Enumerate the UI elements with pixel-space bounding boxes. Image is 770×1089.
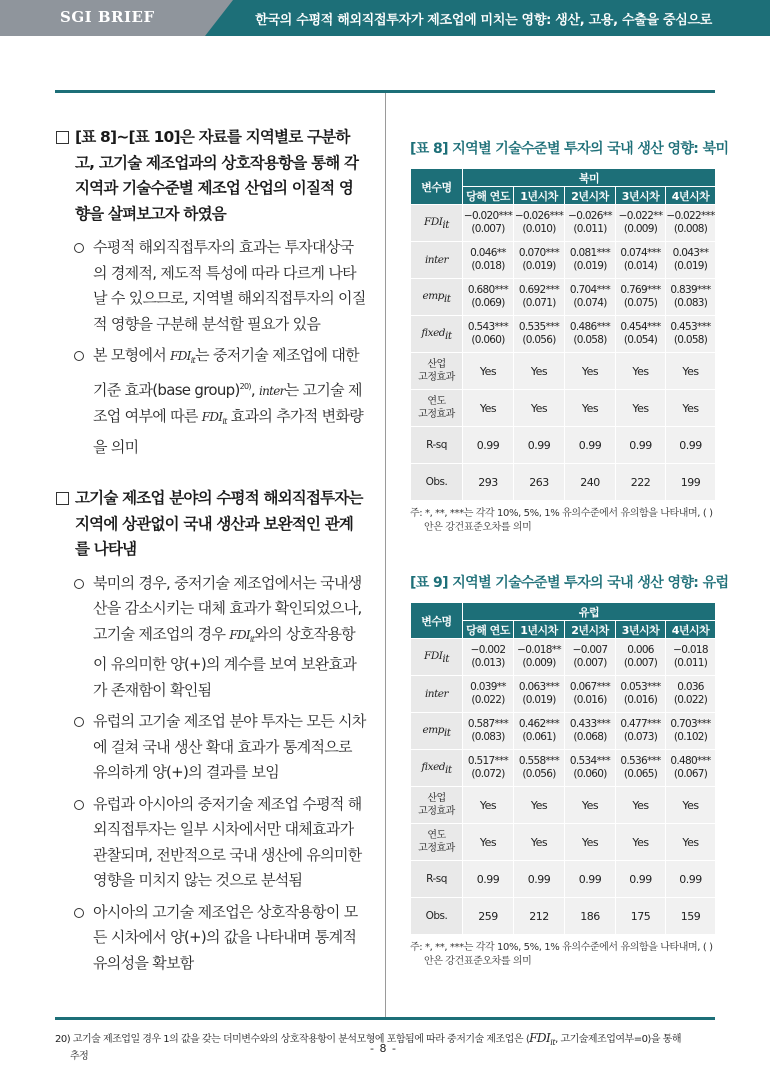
table-cell: Yes [666,824,716,861]
coefficient-value: 0.692*** [518,284,560,296]
coefficient-value: −0.007 [572,644,608,656]
lag-column-header: 당해 연도 [463,187,514,205]
variable-subscript: it [443,726,451,739]
coefficient-value: −0.018** [517,644,561,656]
coefficient-value: 0.053*** [620,681,661,693]
variable-symbol: FDI [424,649,443,662]
variable-name [411,205,463,242]
standard-error: (0.061) [522,731,556,743]
bullet-text: 북미의 경우, 중저기술 제조업에서는 국내생산을 감소시키는 대체 효과가 확인되었으나, 고기술 제조업의 경우 [93,573,362,643]
fixed-effect-label: 산업 고정효과 [411,353,463,390]
variable-name [411,676,463,713]
standard-error: (0.069) [471,297,505,309]
coefficient-value: 0.517*** [467,755,509,767]
coefficient-value: 0.769*** [620,284,661,296]
coefficient-value: 0.477*** [620,718,661,730]
coefficient-cell [565,639,616,676]
lag-column-header: 1년시차 [514,621,565,639]
table-note-line: 안은 강건표준오차를 의미 [424,956,532,967]
variable-symbol: FDI [424,215,443,228]
bullet-item [55,709,367,786]
standard-error: (0.010) [522,223,556,235]
bullet-text: 와의 상호작용항이 유의미한 양(+)의 계수를 보여 보완효과가 존재함이 확인됨 [93,624,357,699]
circle-bullet-icon [74,579,84,589]
brand-label: SGI BRIEF [60,8,155,26]
table-cell: Yes [565,787,616,824]
coefficient-value: −0.018 [673,644,708,656]
table-title-text: 지역별 기술수준별 투자의 국내 생산 영향: 유럽 [452,575,729,591]
variable-name [411,750,463,787]
standard-error: (0.056) [522,334,556,346]
standard-error: (0.058) [573,334,607,346]
table-cell: 0.99 [514,427,565,464]
coefficient-cell [565,713,616,750]
document-title: 한국의 수평적 해외직접투자가 제조업에 미치는 영향: 생산, 고용, 수출을 중심으로 [255,13,712,28]
footer-rule [55,1017,715,1020]
table-cell: 0.99 [463,427,514,464]
variable-symbol: inter [424,688,449,700]
table-cell: 212 [514,898,565,935]
table-cell: Yes [463,787,514,824]
coefficient-cell [565,316,616,353]
standard-error: (0.075) [623,297,658,309]
standard-error: (0.074) [573,297,607,309]
table-cell: 259 [463,898,514,935]
standard-error: (0.013) [471,657,505,669]
coefficient-value: 0.486*** [569,321,611,333]
coefficient-value: 0.454*** [620,321,661,333]
table-cell: 222 [616,464,666,501]
coefficient-cell [616,750,666,787]
coefficient-cell [514,676,565,713]
variable-symbol: fixed [421,326,446,339]
header-slant-divider [205,0,233,36]
coefficient-value: 0.006 [627,644,654,656]
lag-column-header: 당해 연도 [463,621,514,639]
coefficient-value: 0.839*** [670,284,711,296]
table-cell: Yes [565,353,616,390]
coefficient-value: −0.002 [470,644,506,656]
bullet-text: 아시아의 고기술 제조업은 상호작용항이 모든 시차에서 양(+)의 값을 나타내며 통계적 유의성을 확보함 [93,902,358,972]
coefficient-value: 0.453*** [670,321,711,333]
standard-error: (0.054) [623,334,658,346]
variable-name [411,639,463,676]
variable-subscript: it [445,329,452,342]
fdi-symbol: $FDI_{it}$ [170,349,196,365]
standard-error: (0.016) [573,694,607,706]
standard-error: (0.060) [471,334,505,346]
standard-error: (0.065) [623,768,658,780]
table-cell: Yes [666,787,716,824]
table-cell: Yes [565,390,616,427]
regression-table [410,168,716,501]
table-row [411,750,716,787]
table-title [410,572,729,592]
standard-error: (0.072) [471,768,505,780]
table-row [411,205,716,242]
brand-banner [0,0,232,36]
page-number: - 8 - [370,1042,397,1055]
standard-error: (0.019) [522,260,556,272]
table-cell: Yes [616,353,666,390]
bullet-item [55,343,367,460]
coefficient-cell [616,316,666,353]
table-row [411,242,716,279]
table-cell: 0.99 [666,861,716,898]
table-row [411,464,716,501]
coefficient-value: 0.046** [470,247,506,259]
coefficient-value: 0.433*** [569,718,611,730]
standard-error: (0.060) [573,768,607,780]
section-high-tech-findings [55,486,367,976]
coefficient-value: −0.022** [618,210,663,222]
coefficient-cell [514,750,565,787]
coefficient-cell [463,279,514,316]
fixed-effect-label: 연도 고정효과 [411,824,463,861]
coefficient-value: 0.480*** [670,755,711,767]
statistic-label: Obs. [411,898,463,935]
coefficient-cell [616,242,666,279]
table-tag: [표 9] [410,575,448,591]
table-cell: 0.99 [463,861,514,898]
coefficient-value: 0.704*** [569,284,611,296]
coefficient-cell [514,242,565,279]
table-cell: Yes [463,390,514,427]
lag-column-header: 3년시차 [616,187,666,205]
coefficient-value: −0.026*** [514,210,564,222]
regression-table [410,602,716,935]
coefficient-cell [565,750,616,787]
table-cell: Yes [666,353,716,390]
variable-column-header: 변수명 [411,603,463,639]
standard-error: (0.016) [623,694,658,706]
circle-bullet-icon [74,351,84,361]
fixed-effect-label: 연도 고정효과 [411,390,463,427]
fdi-symbol: $FDI_{it}$ [201,410,227,426]
lag-column-header: 4년시차 [666,187,716,205]
coefficient-cell [463,205,514,242]
table-note-line: 안은 강건표준오차를 의미 [424,522,532,533]
table-cell: 0.99 [514,861,565,898]
coefficient-value: 0.543*** [467,321,509,333]
coefficient-cell [565,205,616,242]
coefficient-value: 0.039** [470,681,506,693]
coefficient-cell [565,676,616,713]
table-row [411,861,716,898]
circle-bullet-icon [74,243,84,253]
table-cell: Yes [463,353,514,390]
coefficient-cell [463,676,514,713]
circle-bullet-icon [74,908,84,918]
coefficient-value: 0.703*** [670,718,711,730]
table-row [411,390,716,427]
table-cell: 186 [565,898,616,935]
table-note [410,941,715,969]
region-header: 유럽 [463,603,716,621]
lag-column-header: 1년시차 [514,187,565,205]
coefficient-cell [616,639,666,676]
coefficient-cell [463,750,514,787]
coefficient-value: 0.043** [672,247,709,259]
table-cell: 159 [666,898,716,935]
variable-name [411,713,463,750]
standard-error: (0.019) [573,260,607,272]
coefficient-value: 0.067*** [569,681,611,693]
standard-error: (0.056) [522,768,556,780]
bullet-item [55,571,367,704]
table-cell: Yes [514,353,565,390]
table-row [411,824,716,861]
standard-error: (0.007) [573,657,607,669]
coefficient-cell [463,639,514,676]
fdi-symbol: $FDI_{it}$ [229,627,255,644]
lag-column-header: 3년시차 [616,621,666,639]
standard-error: (0.073) [623,731,658,743]
region-header: 북미 [463,169,716,187]
table-row [411,353,716,390]
bullet-item [55,792,367,894]
table-note [410,507,715,535]
table-row [411,639,716,676]
lag-column-header: 2년시차 [565,187,616,205]
coefficient-cell [514,205,565,242]
coefficient-cell [666,750,716,787]
standard-error: (0.022) [471,694,505,706]
coefficient-value: 0.036 [677,681,704,693]
bullet-text: , [250,380,259,399]
table-cell: 0.99 [565,861,616,898]
standard-error: (0.014) [623,260,658,272]
coefficient-value: 0.680*** [467,284,509,296]
lag-column-header: 4년시차 [666,621,716,639]
coefficient-value: 0.536*** [620,755,661,767]
variable-subscript: it [445,763,452,776]
table-cell: Yes [616,390,666,427]
standard-error: (0.018) [471,260,505,272]
fixed-effect-label: 산업 고정효과 [411,787,463,824]
standard-error: (0.102) [673,731,708,743]
bullet-text: 유럽과 아시아의 중저기술 제조업 수평적 해외직접투자는 일부 시차에서만 대체효과가 관찰되며, 전반적으로 국내 생산에 유의미한 영향을 미치지 않는 것으로 분석됨 [93,794,362,889]
table-cell: 0.99 [616,427,666,464]
statistic-label: R-sq [411,427,463,464]
standard-error: (0.007) [623,657,658,669]
table-cell: Yes [616,824,666,861]
square-bullet-icon [56,492,69,505]
coefficient-cell [666,279,716,316]
table-cell: Yes [565,824,616,861]
coefficient-cell [616,676,666,713]
standard-error: (0.067) [673,768,708,780]
coefficient-value: −0.022*** [666,210,715,222]
table-tag: [표 8] [410,141,448,157]
coefficient-cell [666,205,716,242]
table-row [411,713,716,750]
standard-error: (0.019) [522,694,556,706]
table-cell: Yes [514,390,565,427]
standard-error: (0.058) [673,334,708,346]
body-text-column [55,125,367,1002]
circle-bullet-icon [74,717,84,727]
standard-error: (0.011) [673,657,708,669]
standard-error: (0.009) [623,223,658,235]
variable-column-header: 변수명 [411,169,463,205]
variable-name [411,316,463,353]
variable-symbol: emp [422,289,444,302]
coefficient-cell [565,242,616,279]
bullet-item [55,235,367,337]
coefficient-cell [514,316,565,353]
coefficient-value: 0.534*** [569,755,611,767]
bullet-item [55,900,367,977]
table-cell: Yes [514,824,565,861]
coefficient-value: 0.081*** [569,247,611,259]
fdi-symbol: $FDI_{it}$ [529,1031,556,1047]
coefficient-cell [565,279,616,316]
table-title-text: 지역별 기술수준별 투자의 국내 생산 영향: 북미 [452,141,729,157]
standard-error: (0.068) [573,731,607,743]
footnote-text: , 고기술제조업여부=0⟩을 통해 [555,1034,682,1045]
section-heading-text: [표 8]~[표 10]은 자료를 지역별로 구분하고, 고기술 제조업과의 상호작용항을 통해 각 지역과 기술수준별 제조업 산업의 이질적 영향을 살펴보고자 하였음 [75,128,359,223]
variable-subscript: it [442,218,449,231]
coefficient-value: 0.074*** [620,247,661,259]
table-cell: 240 [565,464,616,501]
table-row [411,898,716,935]
table-cell: 263 [514,464,565,501]
bullet-text: 효과의 추가적 변화량을 의미 [93,407,364,456]
coefficient-cell [463,713,514,750]
table-row [411,427,716,464]
standard-error: (0.009) [522,657,556,669]
section-heading [55,486,367,563]
table-cell: 293 [463,464,514,501]
coefficient-value: 0.063*** [518,681,560,693]
variable-subscript: it [443,292,451,305]
standard-error: (0.083) [673,297,708,309]
coefficient-value: 0.558*** [518,755,560,767]
table-cell: Yes [463,824,514,861]
coefficient-cell [666,316,716,353]
bullet-text: 는 고기술 제조업 여부에 따른 [93,380,362,425]
footnote-continuation: 추정 [70,1051,89,1062]
coefficient-cell [514,639,565,676]
table-8-north-america [410,138,729,535]
footnote-ref[interactable]: 20) [239,381,251,391]
standard-error: (0.019) [673,260,708,272]
coefficient-value: −0.020*** [463,210,513,222]
statistic-label: Obs. [411,464,463,501]
variable-symbol: inter [424,254,449,266]
table-row [411,676,716,713]
variable-name [411,279,463,316]
section-heading-text: 고기술 제조업 분야의 수평적 해외직접투자는 지역에 상관없이 국내 생산과 보완적인 관계를 나타냄 [75,489,363,558]
bullet-text: 본 모형에서 [93,346,171,364]
coefficient-value: 0.587*** [467,718,509,730]
table-title [410,138,729,158]
standard-error: (0.011) [573,223,607,235]
circle-bullet-icon [74,800,84,810]
table-row [411,316,716,353]
coefficient-cell [666,242,716,279]
coefficient-cell [666,676,716,713]
variable-symbol: fixed [421,760,446,773]
table-row [411,787,716,824]
table-cell: 0.99 [666,427,716,464]
variable-symbol: emp [422,723,444,736]
coefficient-cell [514,713,565,750]
table-cell: 0.99 [616,861,666,898]
table-cell: Yes [616,787,666,824]
coefficient-value: 0.070*** [518,247,560,259]
lag-column-header: 2년시차 [565,621,616,639]
coefficient-cell [616,279,666,316]
coefficient-cell [666,639,716,676]
section-heading [55,125,367,227]
statistic-label: R-sq [411,861,463,898]
standard-error: (0.007) [471,223,505,235]
coefficient-cell [463,316,514,353]
table-note-line: 주: *, **, ***는 각각 10%, 5%, 1% 유의수준에서 유의함을 나타내며, ( ) [410,508,713,519]
standard-error: (0.008) [673,223,708,235]
bullet-text: 수평적 해외직접투자의 효과는 투자대상국의 경제적, 제도적 특성에 따라 다르게 나타날 수 있으므로, 지역별 해외직접투자의 이질적 영향을 구분해 분석할 필요가 있음 [93,238,366,333]
standard-error: (0.083) [471,731,505,743]
variable-subscript: it [442,652,449,665]
table-cell: 0.99 [565,427,616,464]
standard-error: (0.071) [522,297,556,309]
coefficient-cell [616,713,666,750]
coefficient-cell [616,205,666,242]
bullet-text: 는 중저기술 제조업에 대한 기준 효과(base group) [93,346,359,399]
inter-symbol: inter [258,383,285,398]
table-cell: Yes [514,787,565,824]
standard-error: (0.022) [673,694,708,706]
bullet-text: 유럽의 고기술 제조업 분야 투자는 모든 시차에 걸쳐 국내 생산 확대 효과가 통계적으로 유의하게 양(+)의 결과를 보임 [93,712,366,781]
variable-name [411,242,463,279]
table-9-europe [410,572,729,969]
coefficient-value: 0.535*** [518,321,560,333]
table-note-line: 주: *, **, ***는 각각 10%, 5%, 1% 유의수준에서 유의함을 나타내며, ( ) [410,942,713,953]
coefficient-cell [514,279,565,316]
section-regional-analysis [55,125,367,460]
column-divider [385,93,386,1018]
footnote-text: 20) 고기술 제조업일 경우 1의 값을 갖는 더미변수와의 상호작용항이 분석모형에 포함됨에 따라 중저기술 제조업은 ⟨ [55,1034,530,1045]
coefficient-value: −0.026** [568,210,612,222]
square-bullet-icon [56,131,69,144]
coefficient-cell [666,713,716,750]
table-cell: 175 [616,898,666,935]
table-cell: Yes [666,390,716,427]
table-cell: 199 [666,464,716,501]
coefficient-cell [463,242,514,279]
header-title-bar [205,0,770,36]
coefficient-value: 0.462*** [518,718,560,730]
table-row [411,279,716,316]
